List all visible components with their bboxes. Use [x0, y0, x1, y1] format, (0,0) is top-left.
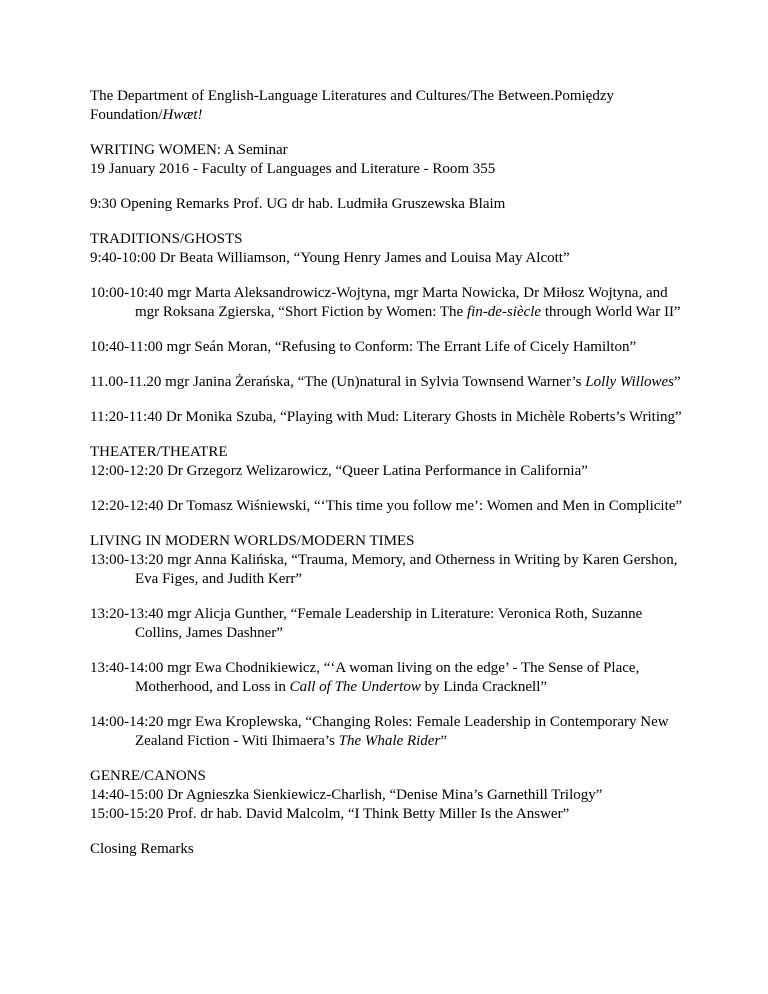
- entry-text-end: through World War II”: [541, 304, 681, 320]
- entry-italic-title: The Whale Rider: [338, 733, 441, 749]
- session-heading: TRADITIONS/GHOSTS: [90, 231, 243, 247]
- organizer-line-1: The Department of English-Language Literatures and Cultures/The Between.Pomiędzy: [90, 88, 614, 104]
- opening-remarks: [90, 195, 690, 214]
- schedule-entry: [90, 284, 690, 322]
- event-title: WRITING WOMEN: A Seminar: [90, 142, 288, 158]
- event-details: 19 January 2016 - Faculty of Languages and Literature - Room 355: [90, 161, 496, 177]
- session-heading: THEATER/THEATRE: [90, 444, 228, 460]
- session-theater-theatre: [90, 443, 690, 516]
- schedule-entry: 10:40-11:00 mgr Seán Moran, “Refusing to Conform: The Errant Life of Cicely Hamilton”: [90, 339, 637, 355]
- opening-remarks-text: 9:30 Opening Remarks Prof. UG dr hab. Ludmiła Gruszewska Blaim: [90, 196, 506, 212]
- entry-italic-title: Lolly Willowes: [585, 374, 675, 390]
- event-info: [90, 141, 690, 179]
- entry-text: 10:00-10:40 mgr Marta Aleksandrowicz-Wojtyna, mgr Marta Nowicka, Dr Miłosz Wojtyna, and mgr Roksana Zgierska, “Short Fiction by Women: The: [90, 285, 668, 320]
- schedule-entry: 11:20-11:40 Dr Monika Szuba, “Playing with Mud: Literary Ghosts in Michèle Roberts’s Writing”: [90, 409, 682, 425]
- entry-italic-title: fin-de-siècle: [466, 304, 542, 320]
- schedule-entry: 12:00-12:20 Dr Grzegorz Welizarowicz, “Queer Latina Performance in California”: [90, 463, 588, 479]
- schedule-entry: [90, 373, 690, 392]
- schedule-entry: [90, 659, 690, 697]
- schedule-entry: 13:20-13:40 mgr Alicja Gunther, “Female Leadership in Literature: Veronica Roth, Suzanne Collins, James Dashner”: [90, 606, 643, 641]
- organizer-header: [90, 87, 690, 125]
- entry-text-end: ”: [674, 374, 681, 390]
- schedule-entry: 9:40-10:00 Dr Beata Williamson, “Young Henry James and Louisa May Alcott”: [90, 250, 570, 266]
- entry-text-end: by Linda Cracknell”: [420, 679, 548, 695]
- schedule-entry: 13:00-13:20 mgr Anna Kalińska, “Trauma, Memory, and Otherness in Writing by Karen Gershon, Eva Figes, and Judith Kerr”: [90, 552, 678, 587]
- entry-italic-title: Call of The Undertow: [289, 679, 421, 695]
- organizer-line-2-text: Foundation/: [90, 107, 163, 123]
- entry-text-end: ”: [440, 733, 447, 749]
- schedule-entry: 12:20-12:40 Dr Tomasz Wiśniewski, “‘This time you follow me’: Women and Men in Complicite”: [90, 498, 683, 514]
- session-traditions-ghosts: [90, 230, 690, 427]
- closing-remarks: [90, 840, 690, 859]
- document-page: [90, 87, 690, 875]
- hwaet-title: Hwæt!: [162, 107, 203, 123]
- entry-text: 11.00-11.20 mgr Janina Żerańska, “The (Un)natural in Sylvia Townsend Warner’s: [90, 374, 586, 390]
- organizer-line-2: [90, 106, 690, 125]
- schedule-entry: 15:00-15:20 Prof. dr hab. David Malcolm, “I Think Betty Miller Is the Answer”: [90, 806, 570, 822]
- entry-text: 13:40-14:00 mgr Ewa Chodnikiewicz, “‘A woman living on the edge’ - The Sense of Place, Motherhood, and Loss in: [90, 660, 640, 695]
- entry-text: 14:00-14:20 mgr Ewa Kroplewska, “Changing Roles: Female Leadership in Contemporary New Zealand Fiction - Witi Ihimaera’s: [90, 714, 669, 749]
- session-genre-canons: [90, 767, 690, 824]
- closing-remarks-text: Closing Remarks: [90, 841, 194, 857]
- session-living-in-modern-worlds: [90, 532, 690, 751]
- session-heading: GENRE/CANONS: [90, 768, 206, 784]
- session-heading: LIVING IN MODERN WORLDS/MODERN TIMES: [90, 533, 415, 549]
- schedule-entry: [90, 713, 690, 751]
- schedule-entry: 14:40-15:00 Dr Agnieszka Sienkiewicz-Charlish, “Denise Mina’s Garnethill Trilogy”: [90, 787, 603, 803]
